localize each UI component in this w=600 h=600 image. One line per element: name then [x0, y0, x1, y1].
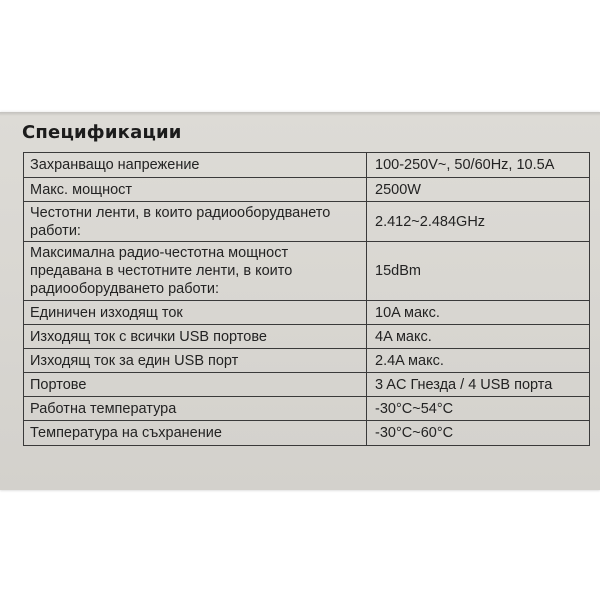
spec-label: Единичен изходящ ток — [24, 301, 367, 325]
spec-label: Максимална радио-честотна мощност предавана в честотните ленти, в които радиооборудването работи: — [24, 242, 367, 301]
spec-value: 10A макс. — [367, 301, 590, 325]
spec-label: Температура на съхранение — [24, 421, 367, 446]
spec-label: Изходящ ток за един USB порт — [24, 349, 367, 373]
table-row — [24, 373, 590, 397]
table-row — [24, 397, 590, 421]
specifications-table — [23, 152, 590, 446]
spec-value: 15dBm — [367, 242, 590, 301]
table-row — [24, 202, 590, 242]
table-row — [24, 242, 590, 301]
spec-label: Работна температура — [24, 397, 367, 421]
spec-value: 2.4A макс. — [367, 349, 590, 373]
spec-label: Захранващо напрежение — [24, 153, 367, 178]
paper-edge-shadow — [0, 112, 600, 116]
spec-value: 2.412~2.484GHz — [367, 202, 590, 242]
table-row — [24, 421, 590, 446]
table-row — [24, 349, 590, 373]
table-row — [24, 325, 590, 349]
table-row — [24, 301, 590, 325]
spec-value: -30°C~54°C — [367, 397, 590, 421]
spec-value: 3 AC Гнезда / 4 USB порта — [367, 373, 590, 397]
table-row — [24, 178, 590, 202]
spec-value: 2500W — [367, 178, 590, 202]
spec-value: 100-250V~, 50/60Hz, 10.5A — [367, 153, 590, 178]
spec-label: Макс. мощност — [24, 178, 367, 202]
spec-label: Изходящ ток с всички USB портове — [24, 325, 367, 349]
spec-label: Честотни ленти, в които радиооборудването работи: — [24, 202, 367, 242]
spec-value: -30°C~60°C — [367, 421, 590, 446]
table-row — [24, 153, 590, 178]
section-title: Спецификации — [22, 122, 182, 143]
spec-label: Портове — [24, 373, 367, 397]
spec-value: 4A макс. — [367, 325, 590, 349]
